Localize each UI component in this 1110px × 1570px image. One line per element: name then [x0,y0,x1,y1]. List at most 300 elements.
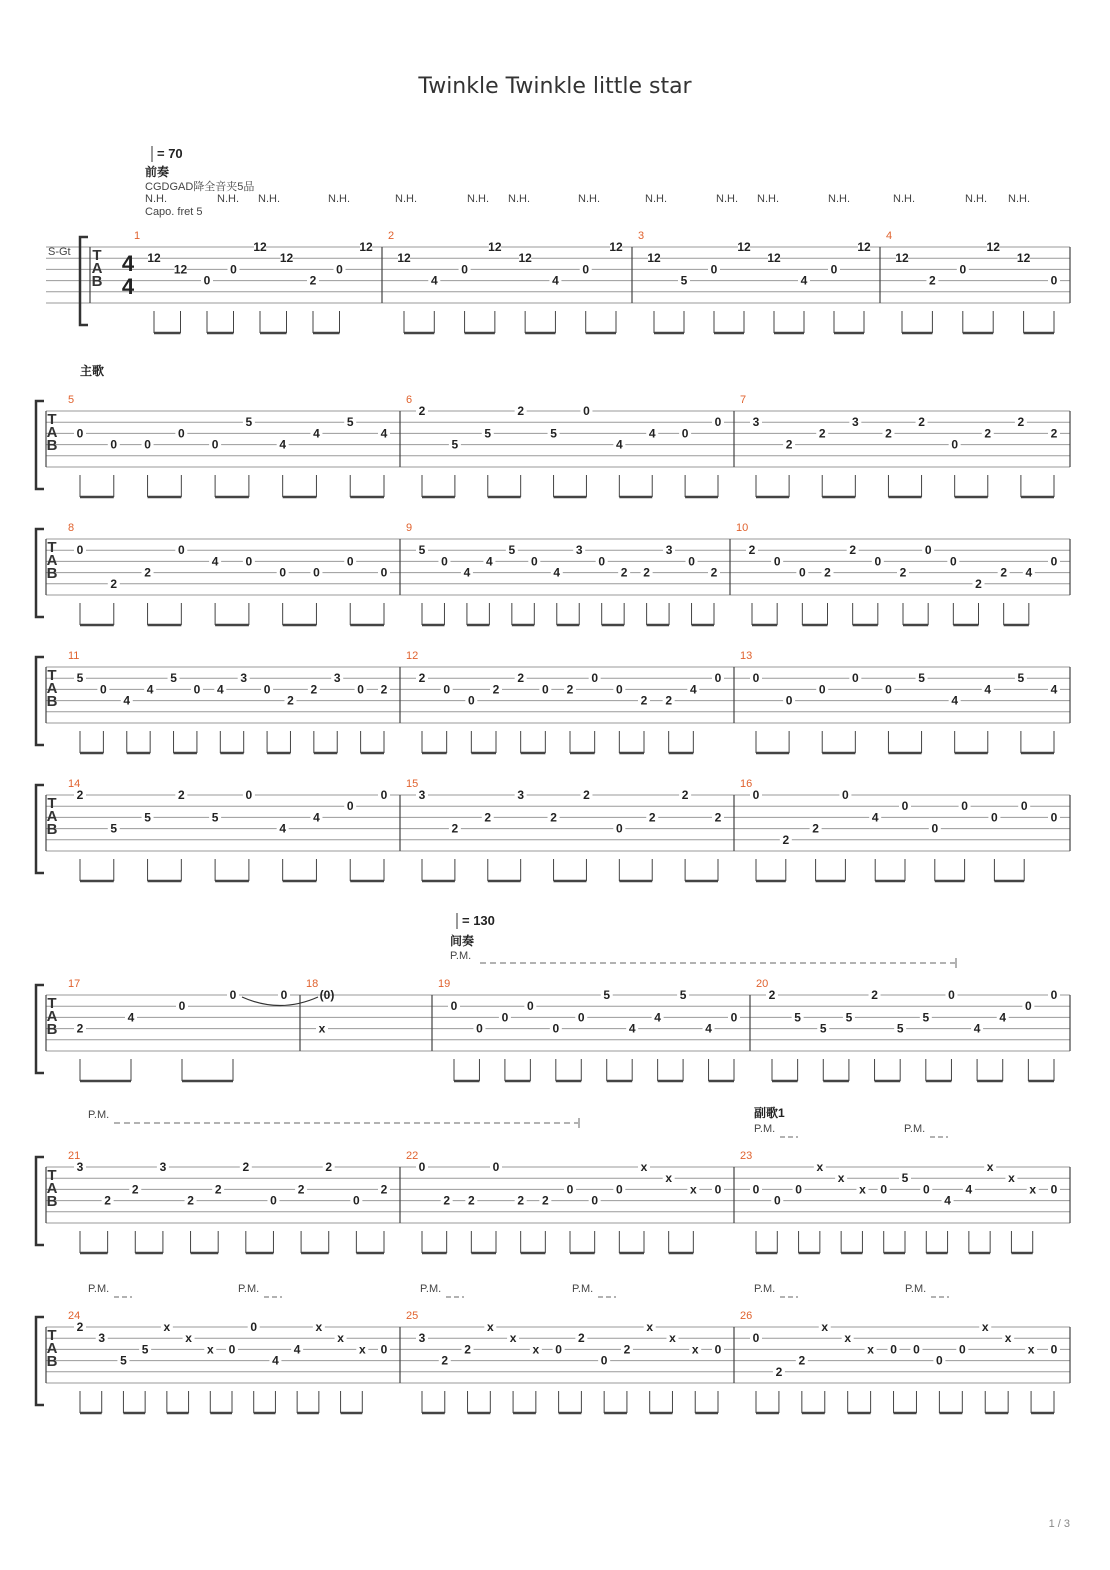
fret-number: 2 [918,415,925,430]
measure-number: 23 [740,1150,753,1162]
fret-number: 0 [785,693,793,708]
fret-number: 2 [640,693,648,708]
fret-number: 0 [178,999,186,1014]
fret-number: x [486,1320,494,1334]
fret-number: 0 [380,788,388,802]
fret-number: 4 [293,1342,301,1357]
fret-number: 4 [654,1010,661,1025]
capo-label: Capo. fret 5 [145,206,203,218]
palm-mute-label: P.M. [238,1283,260,1295]
fret-number: 4 [211,554,219,569]
fret-number: 5 [508,543,516,558]
fret-number: 0 [193,682,201,697]
fret-number: x [206,1342,214,1357]
fret-number: 2 [104,1193,111,1208]
fret-number: 2 [620,565,628,580]
fret-number: 0 [76,426,84,441]
measure-number: 21 [68,1150,81,1162]
fret-number: 4 [999,1010,1007,1025]
fret-number: x [981,1320,989,1334]
measure-number: 12 [406,650,419,662]
fret-number: 12 [767,251,781,266]
fret-number: 0 [948,988,955,1002]
fret-number: 2 [76,788,84,802]
fret-number: 3 [98,1331,106,1346]
fret-number: 0 [530,554,538,569]
fret-number: 4 [615,437,623,452]
fret-number: 5 [484,426,492,441]
fret-number: 4 [216,682,224,697]
fret-number: 0 [582,262,590,277]
fret-number: 12 [647,251,661,266]
natural-harmonic-label: N.H. [258,193,280,205]
fret-number: 5 [451,437,459,452]
fret-number: 0 [1050,1342,1058,1357]
fret-number: 5 [144,810,151,825]
fret-number: 4 [272,1353,279,1368]
fret-number: 4 [127,1010,135,1025]
fret-number: 2 [177,788,185,802]
fret-number: 5 [922,1010,930,1025]
fret-number: x [1008,1171,1015,1186]
fret-number: 0 [527,999,534,1014]
fret-number: 3 [851,415,859,430]
fret-number: 3 [575,543,583,558]
fret-number: 0 [245,788,253,802]
fret-number: 0 [250,1320,258,1334]
fret-number: 0 [346,799,354,814]
fret-number: x [1029,1182,1037,1197]
fret-number: 3 [418,788,426,802]
fret-number: 2 [782,832,790,847]
fret-number: 5 [1017,671,1025,686]
fret-number: 0 [688,554,695,569]
fret-number: 0 [1050,810,1058,825]
fret-number: 0 [991,810,998,825]
tab-letter: B [46,1193,58,1210]
fret-number: 0 [476,1021,483,1036]
measure-number: 15 [406,778,419,790]
natural-harmonic-label: N.H. [467,193,489,205]
measure-number: 6 [406,394,413,406]
fret-number: 2 [451,821,459,836]
fret-number: x [867,1342,874,1357]
fret-number: 0 [913,1342,920,1357]
palm-mute-label: P.M. [754,1283,776,1295]
fret-number: 4 [951,693,959,708]
fret-number: 2 [714,810,722,825]
measure-number: 18 [306,978,319,990]
fret-number: x [315,1320,323,1334]
fret-number: 5 [170,671,177,686]
fret-number: 5 [211,810,219,825]
fret-number: 3 [159,1160,167,1174]
fret-number: 0 [951,437,959,452]
fret-number: 2 [824,565,831,580]
natural-harmonic-label: N.H. [716,193,738,205]
fret-number: x [821,1320,829,1334]
fret-number: 12 [518,251,532,266]
fret-number: x [185,1331,192,1346]
fret-number: 5 [76,671,84,686]
fret-number: 0 [313,565,320,580]
fret-number: 2 [885,426,892,441]
tab-letter: B [46,437,58,454]
fret-number: x [640,1160,648,1174]
fret-number: 2 [566,682,574,697]
tab-letter: T [92,247,102,264]
fret-number: 0 [714,671,722,686]
fret-number: 2 [467,1193,475,1208]
fret-number: 0 [600,1353,608,1368]
fret-number: 0 [346,554,354,569]
fret-number: 4 [800,273,808,288]
measure-number: 20 [756,978,769,990]
fret-number: 2 [578,1331,585,1346]
fret-number: 0 [541,682,549,697]
fret-number: 3 [76,1160,84,1174]
fret-number: 0 [467,693,475,708]
fret-number: 0 [851,671,859,686]
fret-number: 0 [552,1021,560,1036]
fret-number: 0 [598,554,606,569]
fret-number: 0 [1025,999,1032,1014]
fret-number: 0 [961,799,968,814]
fret-number: 0 [936,1353,943,1368]
fret-number: 4 [705,1021,712,1036]
natural-harmonic-label: N.H. [508,193,530,205]
fret-number: 5 [550,426,557,441]
palm-mute-label: P.M. [754,1123,776,1135]
fret-number: 12 [895,251,909,266]
system-brace [36,657,44,745]
fret-number: 5 [418,543,426,558]
fret-number: 5 [245,415,253,430]
fret-number: 0 [1050,1182,1058,1197]
fret-number: 4 [648,426,656,441]
measure-number: 7 [740,394,747,406]
fret-number: 4 [313,426,320,441]
fret-number: 12 [986,240,1000,254]
system-brace [36,985,44,1073]
page-number: 1 / 3 [1048,1518,1070,1530]
fret-number: 2 [517,1193,525,1208]
natural-harmonic-label: N.H. [893,193,915,205]
fret-number: 0 [450,999,458,1014]
fret-number: 2 [380,1182,388,1197]
fret-number: 2 [871,988,878,1002]
tab-letter: A [46,1180,58,1197]
fret-number: 2 [550,810,557,825]
fret-number: 0 [890,1342,897,1357]
fret-number: 0 [880,1182,888,1197]
fret-number: 12 [857,240,871,254]
fret-number: 0 [353,1193,360,1208]
fret-number: 2 [418,671,426,686]
fret-number: x [1004,1331,1012,1346]
fret-number: 0 [492,1160,500,1174]
fret-number: 0 [773,1193,781,1208]
fret-number: 2 [748,543,756,558]
fret-number: x [689,1182,697,1197]
fret-number: 2 [681,788,689,802]
fret-number: 0 [577,1010,585,1025]
fret-number: 12 [737,240,751,254]
fret-number: 0 [100,682,107,697]
fret-number: 0 [714,415,722,430]
fret-number: 0 [380,1342,388,1357]
measure-number: 1 [134,230,141,242]
fret-number: 0 [922,1182,930,1197]
fret-number: 12 [359,240,373,254]
fret-number: 0 [798,565,806,580]
fret-number: 4 [871,810,879,825]
fret-number: 2 [785,437,793,452]
tab-letter: T [47,411,57,428]
section-chorus: 副歌1 [754,1106,785,1120]
fret-number: 0 [229,988,237,1002]
fret-number: 3 [240,671,248,686]
fret-number: 0 [752,1331,760,1346]
fret-number: 12 [609,240,623,254]
fret-number: 4 [689,682,697,697]
fret-number: 0 [177,426,185,441]
tab-letter: A [46,1008,58,1025]
palm-mute-label: P.M. [88,1283,110,1295]
measure-number: 11 [68,650,80,662]
fret-number: 0 [874,554,882,569]
measure-number: 14 [68,778,81,790]
fret-number: 0 [795,1182,802,1197]
measure-number: 8 [68,522,75,534]
natural-harmonic-label: N.H. [757,193,779,205]
tab-letter: B [46,821,58,838]
fret-number: 2 [623,1342,631,1357]
fret-number: 0 [263,682,271,697]
measure-number: 22 [406,1150,419,1162]
system-brace [36,1317,44,1405]
fret-number: 5 [845,1010,853,1025]
fret-number: 5 [896,1021,904,1036]
fret-number: 0 [615,1182,623,1197]
measure-number: 2 [388,230,395,242]
fret-number: 0 [144,437,151,452]
song-title: Twinkle Twinkle little star [418,74,692,99]
fret-number: 0 [681,426,689,441]
fret-number: 3 [333,671,341,686]
fret-number: 0 [710,262,718,277]
system-brace [36,1157,44,1245]
fret-number: 4 [279,821,287,836]
fret-number: 0 [357,682,364,697]
section-verse: 主歌 [80,364,105,378]
fret-number: 2 [818,426,826,441]
fret-number: 2 [492,682,500,697]
fret-number: 12 [253,240,267,254]
fret-number: 0 [501,1010,509,1025]
fret-number: 4 [1025,565,1033,580]
fret-number: 12 [397,251,411,266]
tab-letter: A [46,552,58,569]
fret-number: 2 [441,1353,449,1368]
fret-number: 5 [141,1342,149,1357]
fret-number: x [816,1160,824,1174]
tempo-70: = 70 [157,146,183,161]
fret-number: 0 [885,682,892,697]
fret-number: 0 [110,437,118,452]
fret-number: x [509,1331,517,1346]
natural-harmonic-label: N.H. [578,193,600,205]
system-brace [36,785,44,873]
fret-number: 2 [1017,415,1025,430]
palm-mute-label: P.M. [450,950,472,962]
fret-number: 0 [1050,988,1058,1002]
fret-number: 0 [818,682,826,697]
fret-number: 2 [775,1364,783,1379]
system-brace [36,401,44,489]
measure-number: 16 [740,778,753,790]
fret-number: 4 [313,810,320,825]
fret-number: x [646,1320,654,1334]
fret-number: 2 [984,426,992,441]
fret-number: 0 [177,543,185,558]
track-name: S-Gt [48,246,71,258]
fret-number: 2 [310,682,318,697]
tuning-label: CGDGAD降全音夹5品 [145,181,255,193]
fret-number: 2 [975,576,982,591]
fret-number: 0 [714,1342,722,1357]
fret-number: 0 [270,1193,277,1208]
measure-number: 13 [740,650,753,662]
fret-number: x [986,1160,994,1174]
natural-harmonic-label: N.H. [395,193,417,205]
fret-number: 5 [794,1010,801,1025]
fret-number: 2 [929,273,936,288]
fret-number: 2 [665,693,673,708]
fret-number: 0 [1050,554,1058,569]
fret-number: 0 [615,682,623,697]
fret-number: 3 [665,543,673,558]
fret-number: 4 [146,682,154,697]
fret-number: 5 [603,988,611,1002]
tab-letter: T [47,539,57,556]
fret-number: 5 [819,1021,827,1036]
fret-number: 2 [309,273,317,288]
fret-number: 4 [628,1021,636,1036]
fret-number: 0 [949,554,957,569]
fret-number: 0 [230,262,237,277]
fret-number: 5 [680,273,688,288]
measure-number: 3 [638,230,645,242]
tab-letter: B [46,1353,58,1370]
fret-number: 4 [1050,682,1058,697]
fret-number: 5 [346,415,354,430]
fret-number: 2 [484,810,492,825]
fret-number: 4 [553,565,561,580]
fret-number: 2 [648,810,656,825]
palm-mute-label: P.M. [572,1283,594,1295]
fret-number: 4 [984,682,992,697]
fret-number: 2 [798,1353,806,1368]
fret-number: 0 [418,1160,426,1174]
fret-number: 2 [443,1193,451,1208]
palm-mute-label: P.M. [904,1123,926,1135]
fret-number: 5 [110,821,118,836]
fret-number: 0 [752,1182,760,1197]
tab-letter: A [46,1340,58,1357]
fret-number: x [844,1331,852,1346]
fret-number: 0 [555,1342,562,1357]
tab-letter: A [46,424,58,441]
palm-mute-label: P.M. [88,1109,110,1121]
fret-number: x [318,1021,326,1036]
fret-number: 2 [517,671,525,686]
fret-number: 0 [615,821,623,836]
tab-letter: B [91,273,103,290]
fret-number: 4 [944,1193,951,1208]
fret-number: 0 [752,788,760,802]
fret-number: 2 [110,576,118,591]
fret-number: 0 [842,788,849,802]
fret-number: 2 [812,821,819,836]
section-interlude: 间奏 [450,934,475,948]
natural-harmonic-label: N.H. [965,193,987,205]
tied-note: (0) [319,988,335,1002]
measure-number: 9 [406,522,413,534]
natural-harmonic-label: N.H. [217,193,239,205]
tab-letter: T [47,1167,57,1184]
system-brace [36,529,44,617]
measure-number: 26 [740,1310,753,1322]
measure-number: 25 [406,1310,419,1322]
fret-number: 2 [214,1182,222,1197]
palm-mute-label: P.M. [420,1283,442,1295]
fret-number: 4 [279,437,287,452]
fret-number: 0 [443,682,451,697]
fret-number: 0 [461,262,468,277]
fret-number: 4 [380,426,388,441]
tab-letter: A [46,680,58,697]
fret-number: 2 [464,1342,471,1357]
fret-number: x [691,1342,699,1357]
fret-number: 0 [901,799,909,814]
fret-number: 12 [488,240,502,254]
measure-number: 24 [68,1310,81,1322]
fret-number: 0 [924,543,932,558]
fret-number: 0 [773,554,781,569]
fret-number: 5 [901,1171,909,1186]
fret-number: 3 [517,788,525,802]
fret-number: 4 [486,554,493,569]
fret-number: x [532,1342,540,1357]
fret-number: 0 [211,437,219,452]
fret-number: 12 [1016,251,1031,266]
fret-number: 0 [1050,273,1058,288]
fret-number: 0 [583,404,590,418]
tab-letter: A [46,808,58,825]
fret-number: 0 [958,1342,966,1357]
fret-number: x [665,1171,673,1186]
fret-number: 2 [710,565,718,580]
fret-number: 0 [203,273,211,288]
fret-number: 2 [297,1182,305,1197]
fret-number: 0 [279,565,287,580]
fret-number: x [358,1342,366,1357]
fret-number: 4 [463,565,471,580]
fret-number: 2 [418,404,426,418]
tab-letter: B [46,1021,58,1038]
fret-number: 2 [242,1160,250,1174]
